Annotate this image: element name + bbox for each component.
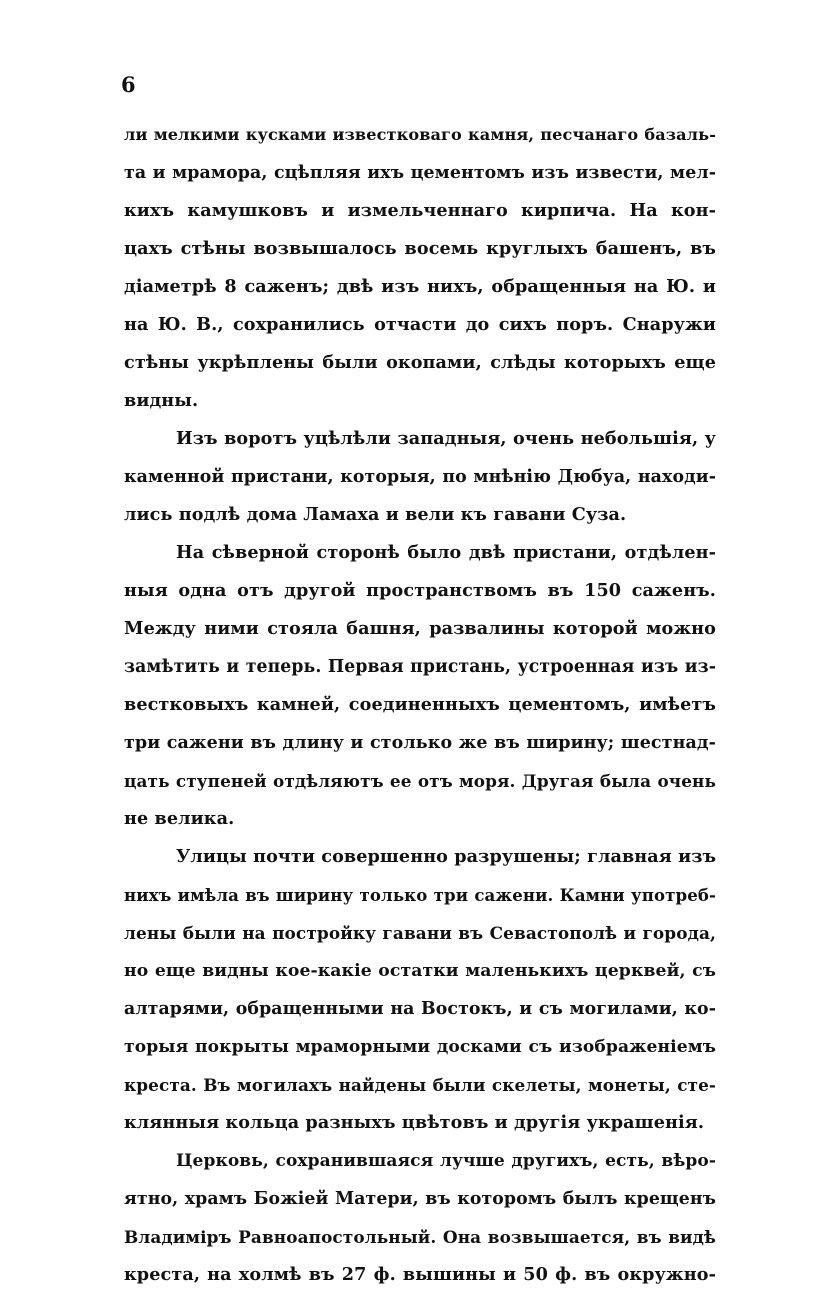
text-line: креста, на холмѣ въ 27 ф. вышины и 50 ф. въ окружно- bbox=[124, 1264, 716, 1285]
text-line: лены были на постройку гавани въ Севастополѣ и города, bbox=[124, 923, 716, 943]
text-line: На сѣверной сторонѣ было двѣ пристани, отдѣлен- bbox=[176, 542, 716, 563]
text-line: клянныя кольца разныхъ цвѣтовъ и другія украшенія. bbox=[124, 1112, 705, 1133]
text-line: лись подлѣ дома Ламаха и вели къ гавани Суза. bbox=[124, 504, 627, 525]
text-line: видны. bbox=[124, 390, 199, 411]
text-line: ятно, храмъ Божіей Матери, въ которомъ былъ крещенъ bbox=[124, 1189, 716, 1209]
text-line: Владиміръ Равноапостольный. Она возвышается, въ видѣ bbox=[124, 1227, 716, 1247]
text-line: но еще видны кое-какіе остатки маленькихъ церквей, съ bbox=[124, 961, 716, 981]
text-line: діаметрѣ 8 саженъ; двѣ изъ нихъ, обращенныя на Ю. и bbox=[124, 276, 716, 297]
text-line: не велика. bbox=[124, 808, 235, 829]
text-line: цать ступеней отдѣляютъ ее отъ моря. Другая была очень bbox=[124, 771, 716, 791]
text-line: нихъ имѣла въ ширину только три сажени. Камни употреб- bbox=[124, 885, 716, 905]
text-line: Изъ воротъ уцѣлѣли западныя, очень небольшія, у bbox=[176, 428, 716, 449]
text-line: вестковыхъ камней, соединенныхъ цементомъ, имѣетъ bbox=[124, 694, 716, 715]
text-line: Улицы почти совершенно разрушены; главная изъ bbox=[176, 846, 717, 867]
text-line: ныя одна отъ другой пространствомъ въ 150 саженъ. bbox=[124, 580, 716, 601]
text-line: каменной пристани, которыя, по мнѣнію Дюбуа, находи- bbox=[124, 467, 716, 487]
text-line: цахъ стѣны возвышалось восемь круглыхъ башенъ, въ bbox=[124, 238, 716, 259]
text-line: на Ю. В., сохранились отчасти до сихъ поръ. Снаружи bbox=[124, 314, 716, 335]
text-line: ли мелкими кусками известковаго камня, песчанаго базаль- bbox=[124, 125, 716, 144]
text-line: креста. Въ могилахъ найдены были скелеты, монеты, сте- bbox=[124, 1075, 716, 1095]
text-line: та и мрамора, сцѣпляя ихъ цементомъ изъ извести, мел- bbox=[124, 163, 716, 183]
page-number: 6 bbox=[121, 72, 136, 97]
text-line: замѣтить и теперь. Первая пристань, устроенная изъ из- bbox=[124, 657, 716, 677]
text-line: алтарями, обращенными на Востокъ, и съ могилами, ко- bbox=[124, 999, 716, 1019]
text-line: торыя покрыты мраморными досками съ изображеніемъ bbox=[124, 1037, 716, 1057]
text-line: три сажени въ длину и столько же въ ширину; шестнад- bbox=[124, 733, 716, 753]
text-line: кихъ камушковъ и измельченнаго кирпича. На кон- bbox=[124, 200, 716, 221]
text-line: Между ними стояла башня, развалины которой можно bbox=[124, 618, 716, 639]
body-text bbox=[124, 116, 716, 1294]
text-line: Церковь, сохранившаяся лучше другихъ, есть, вѣро- bbox=[176, 1151, 716, 1171]
text-line: стѣны укрѣплены были окопами, слѣды которыхъ еще bbox=[124, 352, 716, 373]
